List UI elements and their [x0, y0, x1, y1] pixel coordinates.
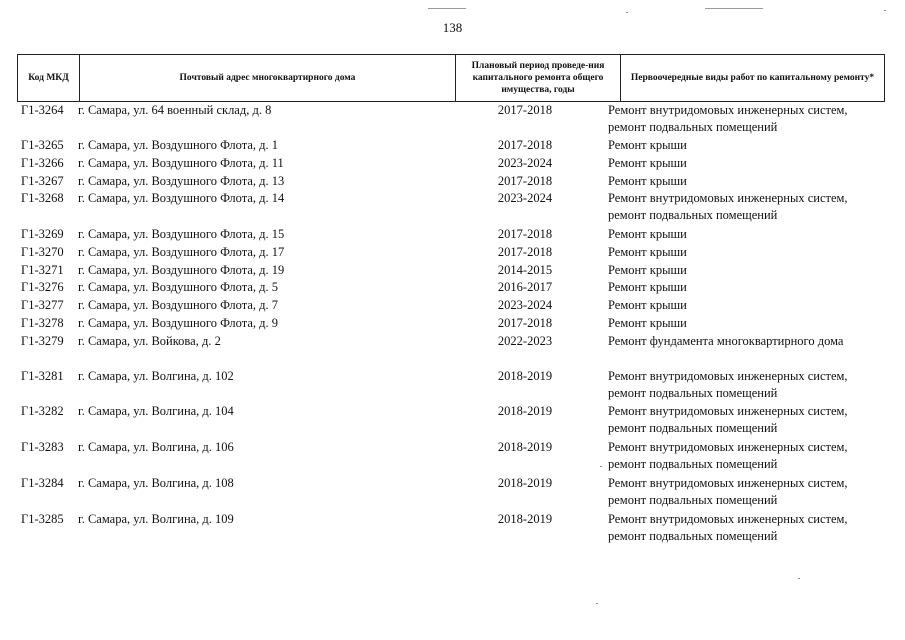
cell-code: Г1-3271	[21, 263, 64, 277]
cell-code: Г1-3277	[21, 298, 64, 312]
cell-code: Г1-3276	[21, 280, 64, 294]
cell-works-line: Ремонт крыши	[608, 298, 687, 312]
cell-works-line: ремонт подвальных помещений	[608, 529, 778, 543]
cell-code: Г1-3265	[21, 138, 64, 152]
cell-works-line: Ремонт внутридомовых инженерных систем,	[608, 512, 848, 526]
cell-address: г. Самара, ул. Воздушного Флота, д. 1	[78, 138, 278, 152]
cell-works-line: Ремонт внутридомовых инженерных систем,	[608, 404, 848, 418]
cell-works	[608, 403, 893, 437]
cell-works-line: Ремонт крыши	[608, 316, 687, 330]
cell-works-line: Ремонт крыши	[608, 245, 687, 259]
cell-period: 2017-2018	[497, 227, 553, 241]
scan-artifact-dot	[884, 10, 886, 11]
cell-period: 2017-2018	[497, 245, 553, 259]
scan-artifact-line	[705, 8, 763, 9]
cell-address: г. Самара, ул. Волгина, д. 104	[78, 404, 234, 418]
cell-address: г. Самара, ул. Волгина, д. 109	[78, 512, 234, 526]
cell-works	[608, 475, 893, 509]
cell-works	[608, 262, 893, 279]
cell-period: 2022-2023	[497, 334, 553, 348]
header-address: Почтовый адрес многоквартирного дома	[79, 55, 455, 101]
header-works: Первоочередные виды работ по капитальному ремонту*	[620, 55, 885, 101]
cell-period: 2018-2019	[497, 476, 553, 490]
cell-works-line: Ремонт крыши	[608, 156, 687, 170]
cell-period: 2023-2024	[497, 156, 553, 170]
cell-works-line: ремонт подвальных помещений	[608, 457, 778, 471]
header-period: Плановый период проведе-ния капитального ремонта общего имущества, годы	[455, 55, 620, 101]
cell-works	[608, 226, 893, 243]
cell-code: Г1-3284	[21, 476, 64, 490]
cell-code: Г1-3278	[21, 316, 64, 330]
cell-works-line: Ремонт внутридомовых инженерных систем,	[608, 369, 848, 383]
scan-artifact-dot	[626, 12, 628, 13]
cell-works	[608, 315, 893, 332]
cell-code: Г1-3266	[21, 156, 64, 170]
cell-works	[608, 155, 893, 172]
cell-works-line: Ремонт крыши	[608, 174, 687, 188]
cell-works	[608, 333, 893, 350]
cell-address: г. Самара, ул. Воздушного Флота, д. 15	[78, 227, 285, 241]
table-header	[17, 54, 885, 102]
header-code: Код МКД	[17, 55, 79, 101]
cell-address: г. Самара, ул. Волгина, д. 108	[78, 476, 234, 490]
cell-address: г. Самара, ул. Волгина, д. 106	[78, 440, 234, 454]
cell-code: Г1-3264	[21, 103, 64, 117]
scan-artifact-dot	[798, 578, 800, 579]
cell-period: 2023-2024	[497, 191, 553, 205]
cell-works-line: Ремонт фундамента многоквартирного дома	[608, 334, 844, 348]
cell-address: г. Самара, ул. Войкова, д. 2	[78, 334, 221, 348]
page-number: 138	[442, 20, 463, 35]
cell-address: г. Самара, ул. Воздушного Флота, д. 19	[78, 263, 285, 277]
cell-address: г. Самара, ул. Воздушного Флота, д. 11	[78, 156, 284, 170]
cell-works-line: Ремонт крыши	[608, 227, 687, 241]
cell-code: Г1-3268	[21, 191, 64, 205]
cell-period: 2017-2018	[497, 103, 553, 117]
cell-period: 2018-2019	[497, 512, 553, 526]
cell-address: г. Самара, ул. Воздушного Флота, д. 5	[78, 280, 278, 294]
cell-works	[608, 368, 893, 402]
cell-works-line: Ремонт внутридомовых инженерных систем,	[608, 440, 848, 454]
cell-period: 2014-2015	[497, 263, 553, 277]
cell-code: Г1-3279	[21, 334, 64, 348]
cell-works-line: ремонт подвальных помещений	[608, 493, 778, 507]
cell-works-line: ремонт подвальных помещений	[608, 386, 778, 400]
cell-works	[608, 173, 893, 190]
scan-artifact-line	[428, 8, 466, 9]
cell-period: 2016-2017	[497, 280, 553, 294]
cell-address: г. Самара, ул. Волгина, д. 102	[78, 369, 234, 383]
cell-works-line: ремонт подвальных помещений	[608, 120, 778, 134]
cell-period: 2017-2018	[497, 316, 553, 330]
cell-works-line: Ремонт крыши	[608, 263, 687, 277]
cell-period: 2017-2018	[497, 138, 553, 152]
cell-code: Г1-3269	[21, 227, 64, 241]
cell-works-line: Ремонт крыши	[608, 280, 687, 294]
cell-address: г. Самара, ул. Воздушного Флота, д. 14	[78, 191, 285, 205]
cell-works-line: Ремонт внутридомовых инженерных систем,	[608, 191, 848, 205]
cell-works	[608, 439, 893, 473]
cell-works	[608, 279, 893, 296]
cell-works	[608, 190, 893, 224]
cell-works	[608, 137, 893, 154]
cell-address: г. Самара, ул. Воздушного Флота, д. 9	[78, 316, 278, 330]
cell-works	[608, 511, 893, 545]
cell-works-line: Ремонт внутридомовых инженерных систем,	[608, 476, 848, 490]
cell-works	[608, 297, 893, 314]
cell-period: 2018-2019	[497, 404, 553, 418]
cell-period: 2017-2018	[497, 174, 553, 188]
cell-address: г. Самара, ул. Воздушного Флота, д. 13	[78, 174, 285, 188]
cell-code: Г1-3282	[21, 404, 64, 418]
cell-code: Г1-3283	[21, 440, 64, 454]
cell-period: 2023-2024	[497, 298, 553, 312]
cell-address: г. Самара, ул. Воздушного Флота, д. 17	[78, 245, 285, 259]
cell-works	[608, 244, 893, 261]
cell-works-line: Ремонт внутридомовых инженерных систем,	[608, 103, 848, 117]
cell-code: Г1-3285	[21, 512, 64, 526]
cell-code: Г1-3267	[21, 174, 64, 188]
cell-code: Г1-3281	[21, 369, 64, 383]
scan-artifact-dot	[600, 466, 602, 467]
cell-period: 2018-2019	[497, 440, 553, 454]
cell-works-line: ремонт подвальных помещений	[608, 208, 778, 222]
cell-address: г. Самара, ул. 64 военный склад, д. 8	[78, 103, 272, 117]
cell-address: г. Самара, ул. Воздушного Флота, д. 7	[78, 298, 278, 312]
cell-works-line: Ремонт крыши	[608, 138, 687, 152]
cell-code: Г1-3270	[21, 245, 64, 259]
cell-period: 2018-2019	[497, 369, 553, 383]
scan-artifact-dot	[596, 603, 598, 604]
cell-works	[608, 102, 893, 136]
cell-works-line: ремонт подвальных помещений	[608, 421, 778, 435]
